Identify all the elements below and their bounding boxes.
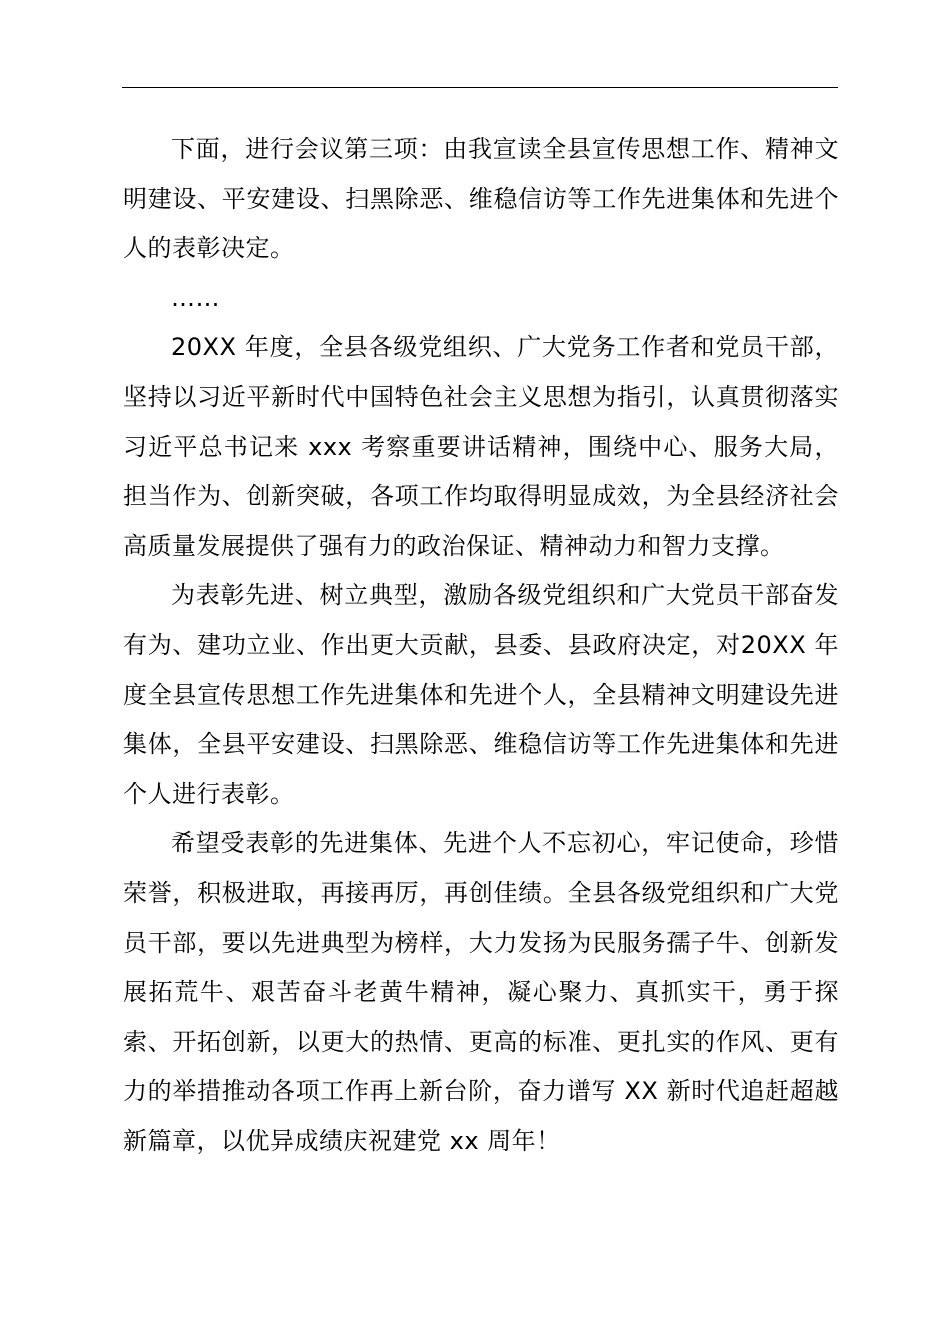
header-rule [122,87,838,88]
paragraph-commendation-decision: 为表彰先进、树立典型，激励各级党组织和广大党员干部奋发有为、建功立业、作出更大贡献，县委、县政府决定，对20XX 年度全县宣传思想工作先进集体和先进个人，全县精神文明建设先进集体，全县平安建设、扫黑除恶、维稳信访等工作先进集体和先进个人进行表彰。 [123,581,839,808]
paragraph-achievements: 20XX 年度，全县各级党组织、广大党务工作者和党员干部，坚持以习近平新时代中国特色社会主义思想为指引，认真贯彻落实习近平总书记来 xxx 考察重要讲话精神，围绕中心、服务大局，担当作为、创新突破，各项工作均取得明显成效，为全县经济社会高质量发展提供了强有力的政治保证、精神动力和智力支撑。 [123,333,839,560]
paragraph-announcement: 下面，进行会议第三项：由我宣读全县宣传思想工作、精神文明建设、平安建设、扫黑除恶、维稳信访等工作先进集体和先进个人的表彰决定。 [123,135,839,263]
paragraph-expectations: 希望受表彰的先进集体、先进个人不忘初心，牢记使命，珍惜荣誉，积极进取，再接再厉，再创佳绩。全县各级党组织和广大党员干部，要以先进典型为榜样，大力发扬为民服务孺子牛、创新发展拓荒牛、艰苦奋斗老黄牛精神，凝心聚力、真抓实干，勇于探索、开拓创新，以更大的热情、更高的标准、更扎实的作风、更有力的举措推动各项工作再上新台阶，奋力谱写 XX 新时代追赶超越新篇章，以优异成绩庆祝建党 xx 周年！ [123,829,839,1155]
document-body [123,125,839,1166]
paragraph-ellipsis: …… [171,283,220,312]
